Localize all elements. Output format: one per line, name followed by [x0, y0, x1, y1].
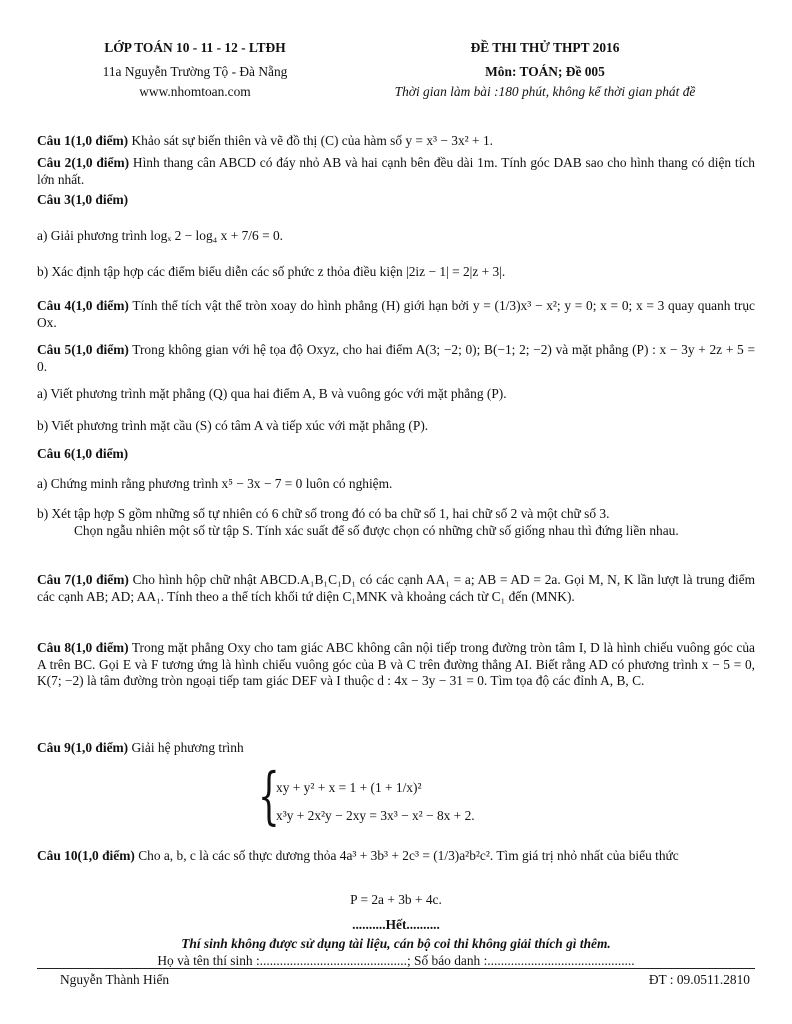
question-label: Câu 9(1,0 điểm) [37, 740, 129, 755]
question-10 [37, 848, 755, 865]
question-6b-first: b) Xét tập hợp S gồm những số tự nhiên có 6 chữ số trong đó có ba chữ số 1, hai chữ số 2 và một chữ số 3. [37, 506, 610, 521]
candidate-info-line: Họ và tên thí sinh :............................................; Số báo danh :............................................ [157, 953, 635, 968]
equation-system [258, 759, 558, 832]
question-label: Câu 4(1,0 điểm) [37, 298, 129, 313]
question-5a: a) Viết phương trình mặt phẳng (Q) qua hai điểm A, B và vuông góc với mặt phẳng (P). [37, 386, 507, 401]
question-label: Câu 3(1,0 điểm) [37, 192, 129, 207]
question-5 [37, 342, 755, 375]
school-website[interactable]: www.nhomtoan.com [139, 84, 251, 99]
question-3b: b) Xác định tập hợp các điểm biểu diễn các số phức z thỏa điều kiện |2iz − 1| = 2|z + 3|. [37, 264, 506, 279]
question-6b [37, 506, 755, 539]
exam-subject: Môn: TOÁN; Đề 005 [485, 64, 605, 79]
question-label: Câu 8(1,0 điểm) [37, 640, 129, 655]
question-text: Giải hệ phương trình [131, 740, 244, 755]
exam-duration: Thời gian làm bài :180 phút, không kể thời gian phát đề [394, 84, 696, 99]
question-label: Câu 2(1,0 điểm) [37, 155, 130, 170]
exam-notice: Thí sinh không được sử dụng tài liệu, cán bộ coi thi không giải thích gì thêm. [181, 936, 611, 951]
question-2 [37, 155, 755, 188]
question-text: Hình thang cân ABCD có đáy nhỏ AB và hai cạnh bên đều dài 1m. Tính góc DAB sao cho hình thang có diện tích lớn nhất. [37, 155, 755, 187]
brace-symbol: { [258, 759, 280, 832]
question-label: Câu 1(1,0 điểm) [37, 133, 129, 148]
question-1 [37, 133, 755, 150]
question-text: Trong không gian với hệ tọa độ Oxyz, cho hai điểm A(3; −2; 0); B(−1; 2; −2) và mặt phẳng (P) : x − 3y + 2z + 5 = 0. [37, 342, 755, 374]
question-3a: a) Giải phương trình logₓ 2 − log₄ x + 7/6 = 0. [37, 228, 284, 243]
question-text: Tính thể tích vật thể tròn xoay do hình phẳng (H) giới hạn bởi y = (1/3)x³ − x²; y = 0; x = 0; x = 3 quay quanh trục Ox. [37, 298, 755, 330]
question-text: Trong mặt phẳng Oxy cho tam giác ABC không cân nội tiếp trong đường tròn tâm I, D là hình chiếu vuông góc của A trên BC. Gọi E và F tương ứng là hình chiếu vuông góc của B và C trên đường thẳng AI. Biết rằng AD có phương trình x − 5 = 0, K(7; −2) là tâm đường tròn ngoại tiếp tam giác DEF và I thuộc d : 4x − 3y − 31 = 0. Tìm tọa độ các đỉnh A, B, C. [37, 640, 755, 689]
question-label: Câu 5(1,0 điểm) [37, 342, 129, 357]
system-equation-2: x³y + 2x²y − 2xy = 3x³ − x² − 8x + 2. [276, 808, 475, 823]
question-label: Câu 10(1,0 điểm) [37, 848, 135, 863]
question-5b: b) Viết phương trình mặt cầu (S) có tâm A và tiếp xúc với mặt phẳng (P). [37, 418, 429, 433]
question-8 [37, 640, 755, 690]
question-6 [37, 446, 755, 463]
author-phone: ĐT : 09.0511.2810 [648, 972, 750, 987]
question-text: Khảo sát sự biến thiên và vẽ đồ thị (C) của hàm số y = x³ − 3x² + 1. [131, 133, 493, 148]
exam-title: ĐỀ THI THỬ THPT 2016 [470, 40, 620, 55]
question-4 [37, 298, 755, 331]
system-equation-1: xy + y² + x = 1 + (1 + 1/x)² [276, 780, 422, 795]
school-address: 11a Nguyễn Trường Tộ - Đà Nẵng [102, 64, 288, 79]
expression-p: P = 2a + 3b + 4c. [350, 892, 442, 907]
question-3 [37, 192, 755, 209]
school-name: LỚP TOÁN 10 - 11 - 12 - LTĐH [104, 40, 286, 55]
question-6a: a) Chứng minh rằng phương trình x⁵ − 3x − 7 = 0 luôn có nghiệm. [37, 476, 393, 491]
question-label: Câu 6(1,0 điểm) [37, 446, 129, 461]
question-6b-rest: Chọn ngẫu nhiên một số từ tập S. Tính xác suất để số được chọn có những chữ số giống nhau thì đứng liền nhau. [74, 522, 679, 538]
author-name: Nguyễn Thành Hiển [60, 972, 170, 987]
end-marker: ..........Hết.......... [352, 917, 440, 932]
question-text: Cho a, b, c là các số thực dương thỏa 4a³ + 3b³ + 2c³ = (1/3)a²b²c². Tìm giá trị nhỏ nhất của biểu thức [138, 848, 679, 863]
footer-divider [37, 968, 755, 969]
question-label: Câu 7(1,0 điểm) [37, 572, 129, 587]
question-7 [37, 572, 755, 605]
question-text: Cho hình hộp chữ nhật ABCD.A₁B₁C₁D₁ có các cạnh AA₁ = a; AB = AD = 2a. Gọi M, N, K lần lượt là trung điểm các cạnh AB; AD; AA₁. Tính theo a thể tích khối tứ diện C₁MNK và khoảng cách từ C₁ đến (MNK). [37, 572, 755, 604]
question-9 [37, 740, 755, 757]
